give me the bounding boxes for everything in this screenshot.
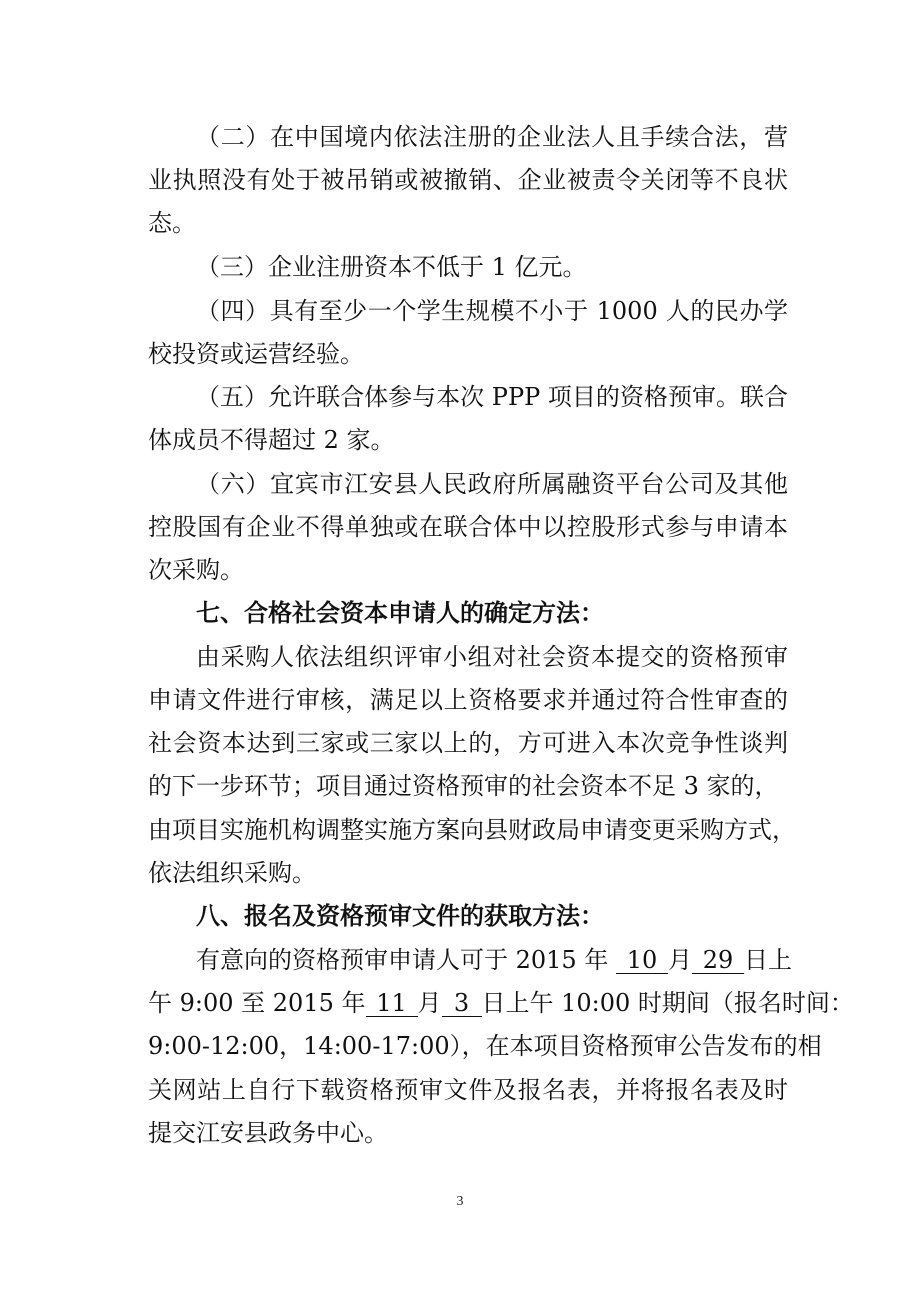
p2-line-3: 态。	[148, 209, 196, 237]
s8-line-2	[148, 988, 854, 1018]
start-day: 29	[692, 947, 744, 974]
s8-line-5: 提交江安县政务中心。	[148, 1119, 388, 1147]
page-number: 3	[456, 1194, 464, 1209]
section-7-heading: 七、合格社会资本申请人的确定方法：	[196, 599, 604, 627]
section-8-heading: 八、报名及资格预审文件的获取方法：	[196, 902, 604, 930]
s8-line-1-prefix: 有意向的资格预审申请人可于 2015 年	[196, 946, 616, 974]
p4-line-2: 校投资或运营经验。	[148, 340, 364, 368]
p2-line-1: （二）在中国境内依法注册的企业法人且手续合法，营	[196, 123, 788, 151]
s8-line-1	[196, 945, 792, 975]
s7-line-1: 由采购人依法组织评审小组对社会资本提交的资格预审	[196, 643, 788, 671]
p3-line-1: （三）企业注册资本不低于 1 亿元。	[196, 253, 587, 281]
end-day: 3	[442, 990, 482, 1017]
p6-line-1: （六）宜宾市江安县人民政府所属融资平台公司及其他	[196, 470, 788, 498]
p5-line-1: （五）允许联合体参与本次 PPP 项目的资格预审。联合	[196, 383, 788, 411]
p6-line-3: 次采购。	[148, 556, 244, 584]
s8-line-3: 9:00-12:00，14:00-17:00），在本项目资格预审公告发布的相	[148, 1032, 822, 1060]
s7-line-6: 依法组织采购。	[148, 859, 316, 887]
month-label-2: 月	[417, 989, 442, 1017]
s7-line-4: 的下一步环节；项目通过资格预审的社会资本不足 3 家的，	[148, 772, 779, 800]
p2-line-2: 业执照没有处于被吊销或被撤销、企业被责令关闭等不良状	[148, 166, 788, 194]
s8-line-2-prefix: 午 9:00 至 2015 年	[148, 989, 366, 1017]
s8-line-4: 关网站上自行下载资格预审文件及报名表，并将报名表及时	[148, 1076, 788, 1104]
s7-line-2: 申请文件进行审核，满足以上资格要求并通过符合性审查的	[148, 686, 788, 714]
end-month: 11	[366, 990, 418, 1017]
p6-line-2: 控股国有企业不得单独或在联合体中以控股形式参与申请本	[148, 513, 788, 541]
p4-line-1: （四）具有至少一个学生规模不小于 1000 人的民办学	[196, 297, 788, 325]
s7-line-3: 社会资本达到三家或三家以上的，方可进入本次竞争性谈判	[148, 729, 788, 757]
s8-line-1-suffix: 日上	[743, 946, 792, 974]
s8-line-2-suffix: 日上午 10:00 时期间（报名时间：	[481, 989, 854, 1017]
s7-line-5: 由项目实施机构调整实施方案向县财政局申请变更采购方式，	[148, 816, 796, 844]
month-label-1: 月	[667, 946, 692, 974]
p5-line-2: 体成员不得超过 2 家。	[148, 426, 395, 454]
start-month: 10	[616, 947, 668, 974]
